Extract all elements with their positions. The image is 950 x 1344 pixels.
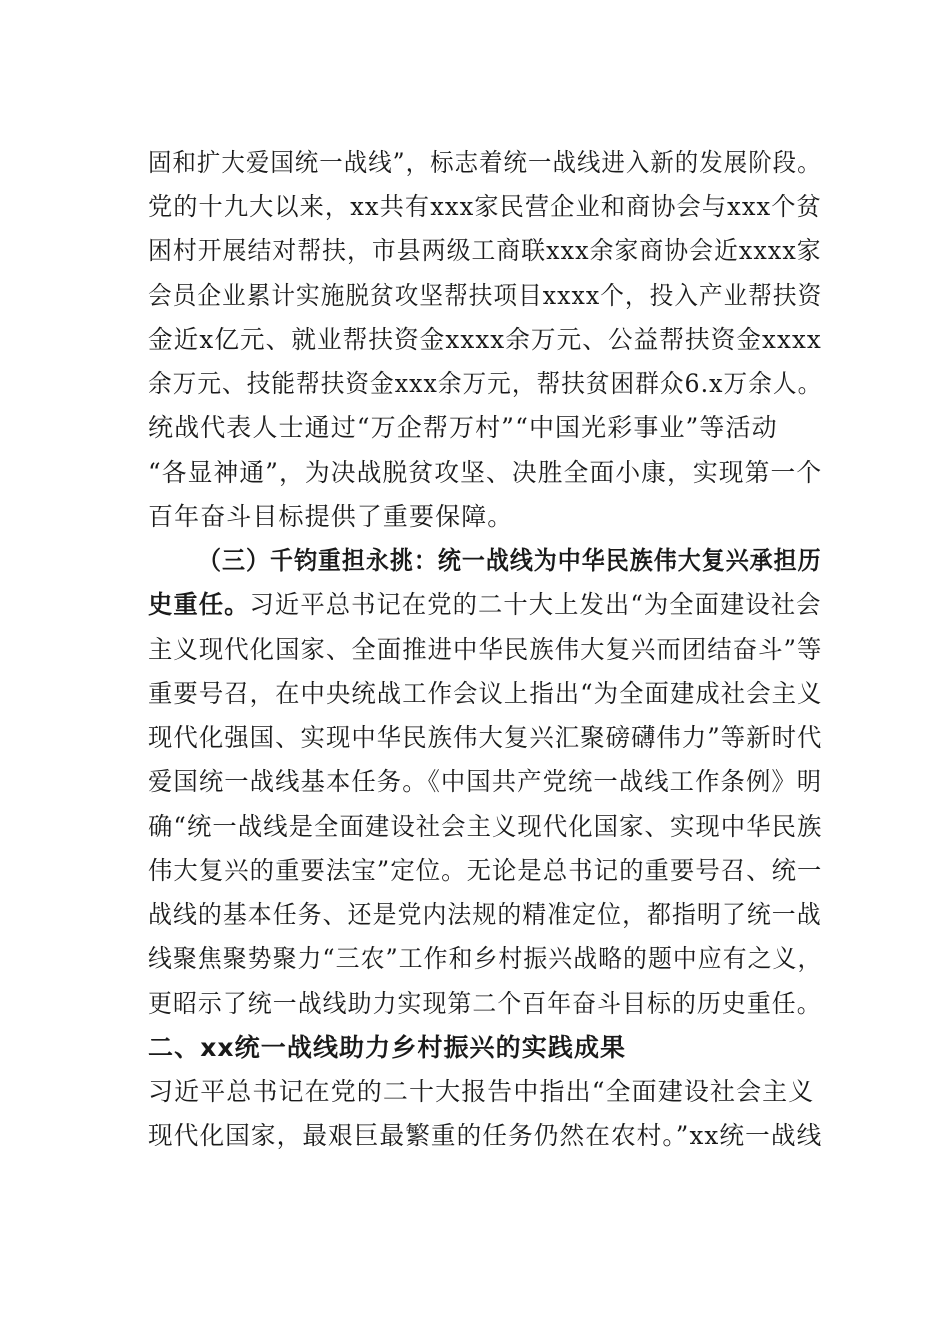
body-line: 现代化国家，最艰巨最繁重的任务仍然在农村。”xx统一战线 [148, 1121, 823, 1150]
body-line: 爱国统一战线基本任务。《中国共产党统一战线工作条例》明 [148, 767, 823, 796]
section-3-text: 习近平总书记在党的二十大上发出“为全面建设社会 [249, 590, 822, 619]
section-3-first-line [148, 590, 822, 620]
section-3-heading: （三）千钧重担永挑：统一战线为中华民族伟大复兴承担历 [198, 546, 822, 575]
body-line: 余万元、技能帮扶资金xxx余万元，帮扶贫困群众6.x万余人。 [148, 369, 823, 398]
body-line: 金近x亿元、就业帮扶资金xxxx余万元、公益帮扶资金xxxx [148, 325, 822, 354]
body-line: 确“统一战线是全面建设社会主义现代化国家、实现中华民族 [148, 812, 823, 841]
body-line: 线聚焦聚势聚力“三农”工作和乡村振兴战略的题中应有之义， [148, 944, 823, 973]
body-line: 统战代表人士通过“万企帮万村”“中国光彩事业”等活动 [148, 413, 778, 442]
body-line: 会员企业累计实施脱贫攻坚帮扶项目xxxx个，投入产业帮扶资 [148, 281, 823, 310]
body-line: 固和扩大爱国统一战线”，标志着统一战线进入新的发展阶段。 [148, 148, 822, 177]
section-2-heading: 二、xx统一战线助力乡村振兴的实践成果 [148, 1033, 627, 1062]
body-line: 现代化强国、实现中华民族伟大复兴汇聚磅礴伟力”等新时代 [148, 723, 823, 752]
body-line: 习近平总书记在党的二十大报告中指出“全面建设社会主义 [148, 1077, 815, 1106]
body-line: 重要号召，在中央统战工作会议上指出“为全面建成社会主义 [148, 679, 823, 708]
body-line: 百年奋斗目标提供了重要保障。 [148, 502, 514, 531]
body-line: 战线的基本任务、还是党内法规的精准定位，都指明了统一战 [148, 900, 822, 929]
section-3-heading-tail: 史重任。 [148, 590, 250, 619]
body-line: 伟大复兴的重要法宝”定位。无论是总书记的重要号召、统一 [148, 856, 823, 885]
body-line: 困村开展结对帮扶，市县两级工商联xxx余家商协会近xxxx家 [148, 236, 822, 265]
body-line: “各显神通”，为决战脱贫攻坚、决胜全面小康，实现第一个 [148, 458, 823, 487]
body-line: 更昭示了统一战线助力实现第二个百年奋斗目标的历史重任。 [148, 989, 822, 1018]
body-line: 主义现代化国家、全面推进中华民族伟大复兴而团结奋斗”等 [148, 635, 823, 664]
body-line: 党的十九大以来，xx共有xxx家民营企业和商协会与xxx个贫 [148, 192, 822, 221]
